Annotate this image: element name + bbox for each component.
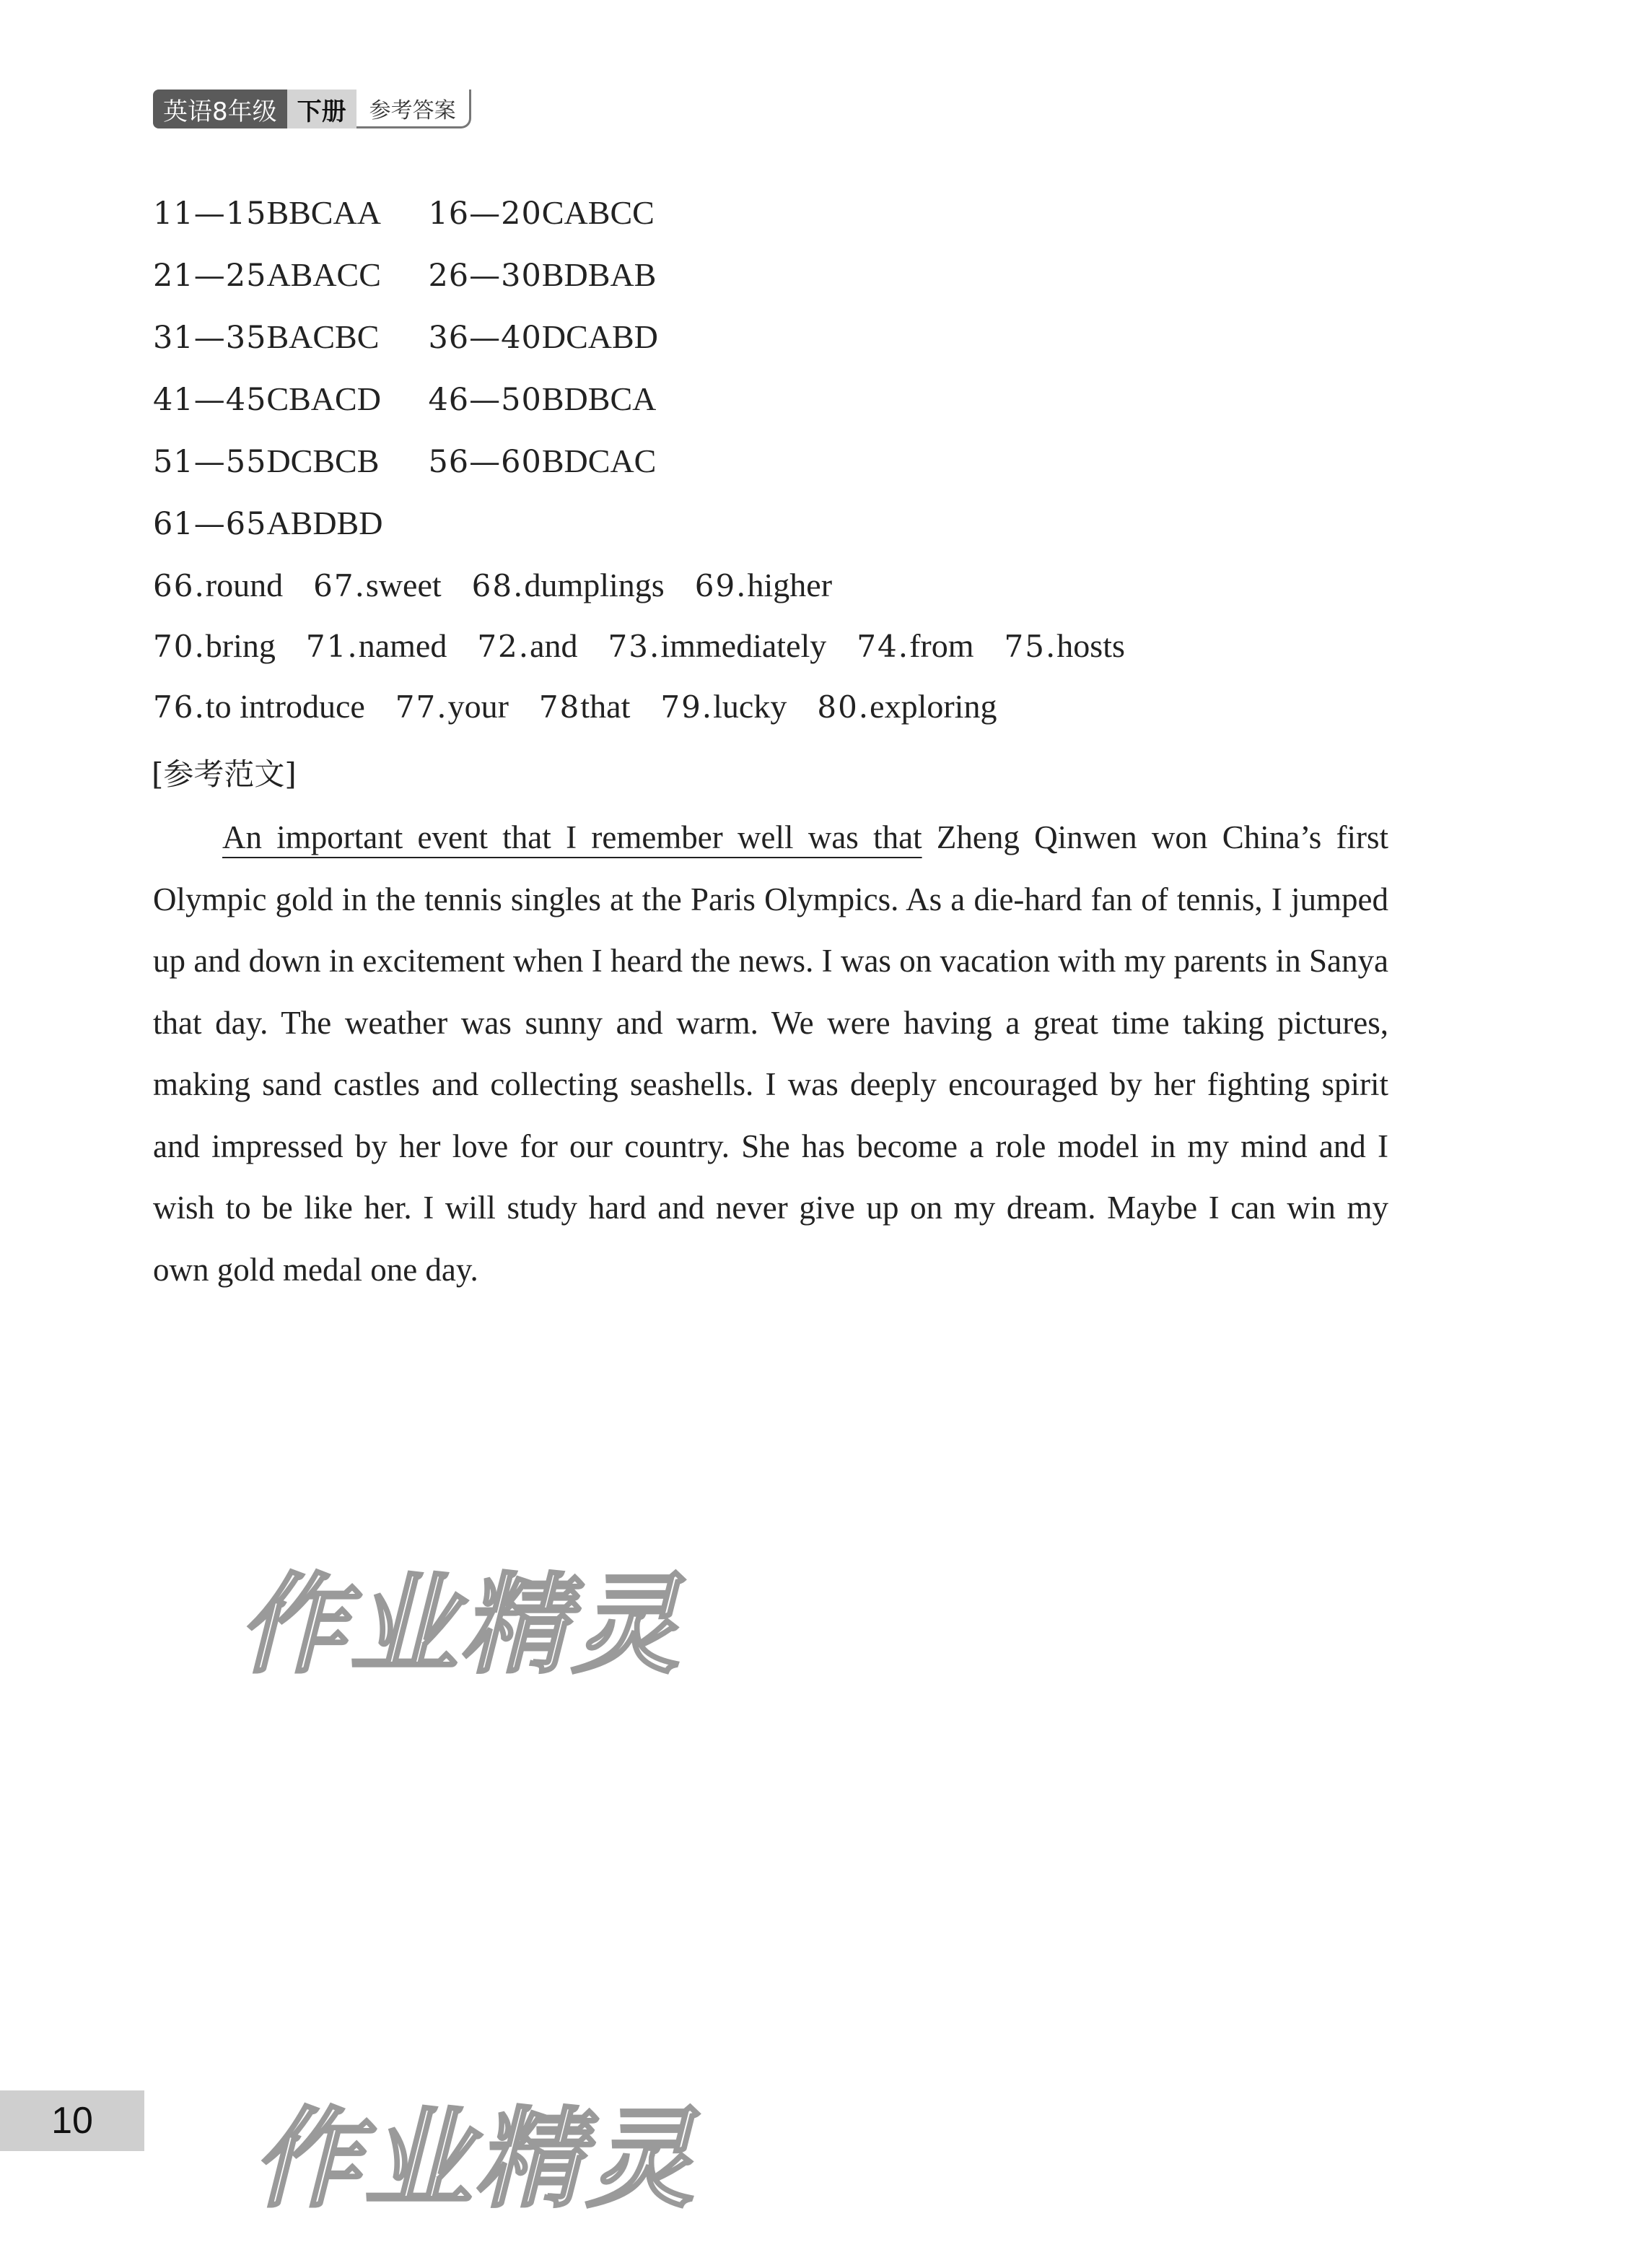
answer-letters: CBACD <box>266 380 381 417</box>
item-answer: immediately <box>660 627 827 664</box>
item-number: 73. <box>608 629 661 664</box>
fill-in-item <box>539 688 630 725</box>
fill-in-item <box>857 627 973 664</box>
question-range: 41—45 <box>153 382 267 418</box>
essay-body: Zheng Qinwen won China’s first Olympic gold in the tennis singles at the Paris Olympics. As a die-hard fan of tennis, I jumped up and down in excitement when I heard the news. I was on vacation with my parents in Sanya that day. The weather was sunny and warm. We were having a great time taking pictures, making sand castles and collecting seashells. I was deeply encouraged by her fighting spirit and impressed by her love for our country. She has become a role model in my mind and I wish to be like her. I will study hard and never give up on my dream. Maybe I can win my own gold medal one day. <box>153 819 1388 1288</box>
fill-in-item <box>395 688 509 725</box>
answer-letters: DCBCB <box>266 442 380 479</box>
item-number: 79. <box>660 689 714 725</box>
header-section: 参考答案 <box>356 90 471 128</box>
question-range: 31—35 <box>153 320 267 356</box>
essay-label: [参考范文] <box>152 756 297 792</box>
item-answer: from <box>909 627 974 664</box>
item-answer: dumplings <box>524 567 665 603</box>
item-answer: lucky <box>713 688 787 725</box>
item-answer: bring <box>205 627 276 664</box>
fill-in-item <box>695 567 832 603</box>
item-number: 67. <box>313 568 366 603</box>
item-number: 75. <box>1004 629 1057 664</box>
item-answer: sweet <box>365 567 442 603</box>
item-number: 74. <box>857 629 910 664</box>
fill-in-item <box>608 627 827 664</box>
answer-row <box>153 442 657 480</box>
header-volume: 下册 <box>287 90 356 128</box>
answer-letters: BDCAC <box>541 442 657 479</box>
fill-in-item <box>817 688 997 725</box>
fill-in-item <box>472 567 665 603</box>
fill-in-row <box>153 629 1155 663</box>
fill-in-item <box>477 627 577 664</box>
answer-letters: BDBAB <box>541 256 657 293</box>
answer-row <box>153 258 656 292</box>
answer-letters: ABACC <box>266 256 381 293</box>
item-answer: your <box>447 688 509 725</box>
question-range: 36—40 <box>428 320 542 356</box>
item-number: 68. <box>471 568 525 603</box>
item-answer: exploring <box>870 688 997 725</box>
essay-underlined-phrase: An important event that I remember well was that <box>222 819 922 855</box>
fill-in-item <box>306 627 447 664</box>
fill-in-item <box>313 567 442 603</box>
item-number: 77. <box>395 689 448 725</box>
item-answer: named <box>358 627 447 664</box>
item-number: 66. <box>153 568 206 603</box>
question-range: 11—15 <box>153 196 267 232</box>
page-header <box>153 90 471 128</box>
sample-essay <box>153 807 1388 1301</box>
question-range: 26—30 <box>428 258 542 294</box>
question-range: 46—50 <box>428 382 542 418</box>
question-range: 56—60 <box>428 444 542 480</box>
item-number: 71. <box>305 629 359 664</box>
item-answer: and <box>530 627 578 664</box>
page-number: 10 <box>0 2090 144 2151</box>
fill-in-row <box>153 690 1027 723</box>
fill-in-item <box>660 688 787 725</box>
item-answer: hosts <box>1056 627 1125 664</box>
fill-in-row <box>153 569 862 602</box>
fill-in-item <box>153 567 283 603</box>
item-number: 70. <box>153 629 206 664</box>
header-subject: 英语8年级 <box>153 90 287 128</box>
item-answer: that <box>580 688 631 725</box>
answer-letters: ABDBD <box>266 505 383 541</box>
answer-letters: BACBC <box>266 318 380 355</box>
fill-in-item <box>1005 627 1125 664</box>
item-answer: to introduce <box>205 688 365 725</box>
answer-letters: BBCAA <box>266 194 381 231</box>
answer-row <box>153 196 655 230</box>
item-number: 80. <box>817 689 870 725</box>
answer-row <box>153 380 657 418</box>
item-number: 69. <box>694 568 748 603</box>
answer-letters: BDBCA <box>541 380 657 417</box>
item-answer: round <box>205 567 284 603</box>
question-range: 16—20 <box>428 196 542 232</box>
answer-row <box>153 320 658 354</box>
item-number: 72. <box>477 629 530 664</box>
item-answer: higher <box>747 567 833 603</box>
watermark-logo: 作业精灵 <box>238 1563 683 1688</box>
answer-row <box>153 507 428 540</box>
fill-in-item <box>153 627 276 664</box>
item-number: 78 <box>538 689 581 725</box>
answer-letters: DCABD <box>541 318 658 355</box>
watermark-logo: 作业精灵 <box>253 2097 698 2223</box>
question-range: 61—65 <box>153 506 267 542</box>
answer-letters: CABCC <box>541 194 655 231</box>
fill-in-item <box>153 688 365 725</box>
question-range: 51—55 <box>153 444 267 480</box>
item-number: 76. <box>153 689 206 725</box>
question-range: 21—25 <box>153 258 267 294</box>
